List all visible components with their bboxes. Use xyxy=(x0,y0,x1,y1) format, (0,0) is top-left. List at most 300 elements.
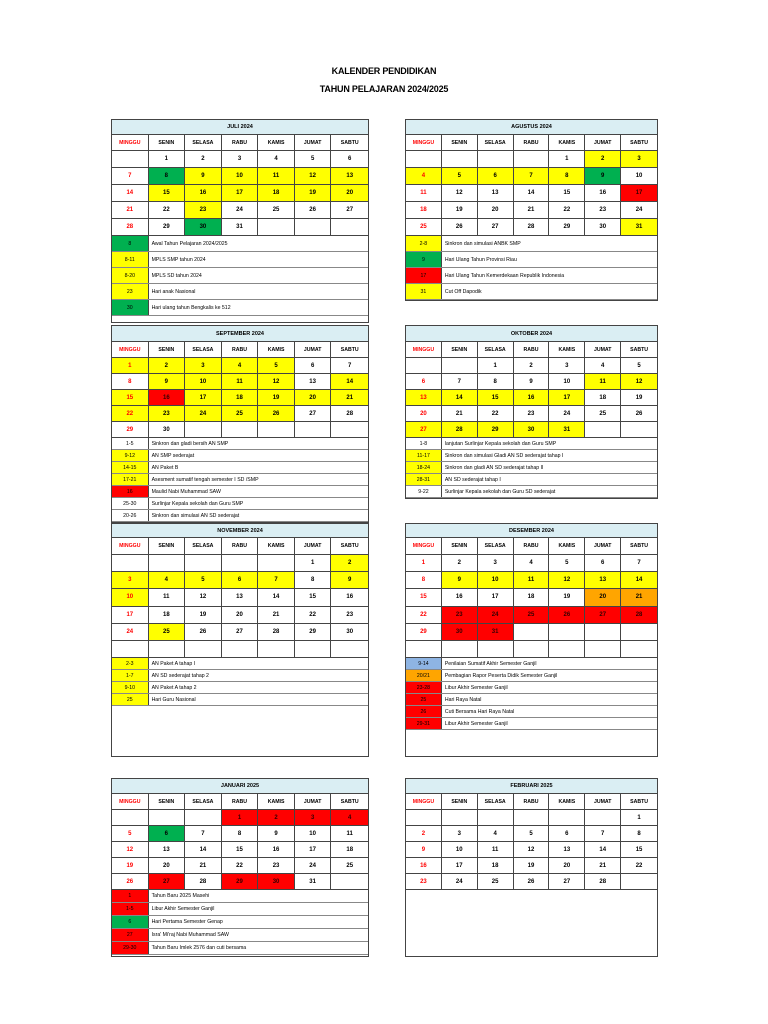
week-row xyxy=(112,624,368,641)
day-cell: 23 xyxy=(331,607,368,624)
day-cell: 1 xyxy=(295,555,332,572)
legend-item xyxy=(112,916,368,929)
empty-cell xyxy=(331,219,368,236)
weekday-senin: SENIN xyxy=(149,538,186,555)
week-row xyxy=(112,858,368,874)
day-cell: 20 xyxy=(585,589,621,606)
day-cell: 15 xyxy=(621,842,657,858)
day-cell: 18 xyxy=(331,842,368,858)
day-cell: 10 xyxy=(295,826,332,842)
day-cell: 28 xyxy=(585,874,621,890)
day-cell: 22 xyxy=(222,858,259,874)
day-cell: 3 xyxy=(295,810,332,826)
empty-cell xyxy=(258,422,295,438)
day-cell: 14 xyxy=(331,374,368,390)
legend-date: 20-26 xyxy=(112,510,149,521)
day-cell: 19 xyxy=(514,858,550,874)
legend-date: 30 xyxy=(112,300,149,315)
day-cell: 9 xyxy=(442,572,478,589)
day-cell: 4 xyxy=(258,151,295,168)
day-cell: 18 xyxy=(478,858,514,874)
month-table-september-2024 xyxy=(111,325,369,523)
day-cell: 1 xyxy=(222,810,259,826)
weekday-kamis: KAMIS xyxy=(549,794,585,810)
legend-description: AN SMP sederajat xyxy=(151,452,195,459)
day-cell: 12 xyxy=(295,168,332,185)
day-cell: 9 xyxy=(149,374,186,390)
day-cell: 19 xyxy=(112,858,149,874)
month-header: AGUSTUS 2024 xyxy=(406,120,657,135)
day-cell: 22 xyxy=(406,607,442,624)
empty-cell xyxy=(331,641,368,658)
empty-cell xyxy=(295,219,332,236)
day-cell: 20 xyxy=(295,390,332,406)
empty-cell xyxy=(185,641,222,658)
legend-date: 25 xyxy=(112,694,149,705)
empty-cell xyxy=(549,641,585,658)
empty-cell xyxy=(295,422,332,438)
weekday-jumat: JUMAT xyxy=(585,538,621,555)
week-row xyxy=(406,826,657,842)
weekday-selasa: SELASA xyxy=(185,538,222,555)
day-cell: 25 xyxy=(478,874,514,890)
legend-item xyxy=(406,694,657,706)
weekday-jumat: JUMAT xyxy=(585,135,621,151)
legend-item xyxy=(112,268,368,284)
week-grid xyxy=(112,358,368,438)
day-cell: 27 xyxy=(585,607,621,624)
empty-cell xyxy=(621,624,657,641)
day-cell: 18 xyxy=(514,589,550,606)
legend-description: Isra' Mi'raj Nabi Muhammad SAW xyxy=(151,932,229,938)
legend xyxy=(112,438,368,522)
legend xyxy=(112,236,368,316)
day-cell: 9 xyxy=(185,168,222,185)
weekday-jumat: JUMAT xyxy=(585,342,621,358)
weekday-selasa: SELASA xyxy=(185,342,222,358)
weekday-selasa: SELASA xyxy=(478,538,514,555)
day-cell: 8 xyxy=(478,374,514,390)
week-row xyxy=(112,842,368,858)
day-cell: 24 xyxy=(222,202,259,219)
day-cell: 18 xyxy=(149,607,186,624)
day-cell: 28 xyxy=(514,219,550,236)
month-table-juli-2024 xyxy=(111,119,369,323)
day-cell: 10 xyxy=(112,589,149,606)
day-cell: 29 xyxy=(222,874,259,890)
day-cell: 30 xyxy=(514,422,550,438)
empty-cell xyxy=(514,810,550,826)
week-grid xyxy=(112,151,368,236)
empty-cell xyxy=(258,219,295,236)
day-cell: 26 xyxy=(549,607,585,624)
legend-date: 29-30 xyxy=(112,942,149,954)
legend-date: 20/21 xyxy=(406,670,442,681)
empty-cell xyxy=(185,555,222,572)
empty-cell xyxy=(478,810,514,826)
empty-cell xyxy=(549,810,585,826)
day-cell: 10 xyxy=(442,842,478,858)
week-row xyxy=(406,607,657,624)
day-cell: 28 xyxy=(621,607,657,624)
day-cell: 12 xyxy=(514,842,550,858)
legend-date: 23-28 xyxy=(406,682,442,693)
empty-cell xyxy=(258,555,295,572)
day-cell: 6 xyxy=(478,168,514,185)
day-cell: 28 xyxy=(442,422,478,438)
day-cell: 22 xyxy=(549,202,585,219)
weekday-rabu: RABU xyxy=(514,794,550,810)
day-cell: 21 xyxy=(514,202,550,219)
day-cell: 21 xyxy=(331,390,368,406)
day-cell: 14 xyxy=(442,390,478,406)
day-cell: 23 xyxy=(258,858,295,874)
week-row xyxy=(112,406,368,422)
weekday-senin: SENIN xyxy=(149,342,186,358)
legend-item xyxy=(406,268,657,284)
week-grid xyxy=(406,151,657,236)
weekday-rabu: RABU xyxy=(222,794,259,810)
legend-description: Tahun Baru Imlek 2576 dan cuti bersama xyxy=(151,945,247,951)
day-cell: 30 xyxy=(258,874,295,890)
weekday-sabtu: SABTU xyxy=(331,342,368,358)
weekday-kamis: KAMIS xyxy=(258,342,295,358)
day-cell: 16 xyxy=(331,589,368,606)
weekday-kamis: KAMIS xyxy=(549,342,585,358)
legend-date: 1-7 xyxy=(112,670,149,681)
legend-item xyxy=(406,252,657,268)
month-table-januari-2025 xyxy=(111,778,369,957)
day-cell: 15 xyxy=(112,390,149,406)
day-cell: 23 xyxy=(585,202,621,219)
legend-date: 1-8 xyxy=(406,438,442,449)
legend-description: AN Paket A tahap 2 xyxy=(151,684,197,691)
week-row xyxy=(406,358,657,374)
day-cell: 24 xyxy=(295,858,332,874)
legend-date: 9-12 xyxy=(112,450,149,461)
legend-item xyxy=(112,252,368,268)
day-cell: 22 xyxy=(621,858,657,874)
day-cell: 30 xyxy=(331,624,368,641)
day-cell: 25 xyxy=(222,406,259,422)
day-cell: 22 xyxy=(149,202,186,219)
day-cell: 16 xyxy=(585,185,621,202)
day-cell: 21 xyxy=(112,202,149,219)
legend-item xyxy=(112,284,368,300)
day-cell: 26 xyxy=(295,202,332,219)
week-row xyxy=(112,589,368,606)
legend-date: 1-5 xyxy=(112,903,149,915)
day-cell: 6 xyxy=(549,826,585,842)
day-cell: 26 xyxy=(112,874,149,890)
weekday-selasa: SELASA xyxy=(185,135,222,151)
legend-description: Maulid Nabi Muhammad SAW xyxy=(151,488,221,495)
day-cell: 9 xyxy=(514,374,550,390)
legend-date: 26 xyxy=(406,706,442,717)
day-cell: 25 xyxy=(331,858,368,874)
week-row xyxy=(406,874,657,890)
day-cell: 9 xyxy=(331,572,368,589)
legend-description: MPLS SD tahun 2024 xyxy=(151,272,202,279)
legend-item xyxy=(406,658,657,670)
legend-item xyxy=(112,236,368,252)
weekday-selasa: SELASA xyxy=(185,794,222,810)
legend-item xyxy=(112,486,368,498)
day-cell: 1 xyxy=(478,358,514,374)
legend-description: Sinkron dan gladi AN SD sederajat tahap II xyxy=(444,464,544,471)
day-cell: 10 xyxy=(621,168,657,185)
weekday-minggu: MINGGU xyxy=(112,135,149,151)
day-cell: 4 xyxy=(331,810,368,826)
day-cell: 4 xyxy=(514,555,550,572)
day-cell: 14 xyxy=(585,842,621,858)
weekday-row xyxy=(406,538,657,555)
legend-item xyxy=(406,236,657,252)
legend-description: Surlinjar Kepala sekolah dan Guru SD sederajat xyxy=(444,488,556,495)
week-row xyxy=(112,826,368,842)
day-cell: 27 xyxy=(406,422,442,438)
legend-description: Hari Raya Natal xyxy=(444,696,482,703)
legend-date: 17-21 xyxy=(112,474,149,485)
day-cell: 3 xyxy=(185,358,222,374)
weekday-senin: SENIN xyxy=(149,794,186,810)
week-row xyxy=(112,607,368,624)
legend-item xyxy=(406,670,657,682)
month-table-agustus-2024 xyxy=(405,119,658,301)
day-cell: 7 xyxy=(585,826,621,842)
legend-item xyxy=(112,474,368,486)
legend-item xyxy=(112,942,368,955)
day-cell: 5 xyxy=(442,168,478,185)
day-cell: 30 xyxy=(585,219,621,236)
weekday-sabtu: SABTU xyxy=(621,342,657,358)
day-cell: 16 xyxy=(514,390,550,406)
legend-item xyxy=(406,438,657,450)
day-cell: 17 xyxy=(549,390,585,406)
legend xyxy=(406,236,657,300)
day-cell: 16 xyxy=(442,589,478,606)
legend-item xyxy=(406,718,657,730)
day-cell: 1 xyxy=(621,810,657,826)
weekday-minggu: MINGGU xyxy=(406,794,442,810)
legend-description: Asesment sumatif tengah semester I SD /SMP xyxy=(151,476,259,483)
legend xyxy=(112,890,368,955)
week-grid xyxy=(406,810,657,890)
day-cell: 20 xyxy=(331,185,368,202)
day-cell: 14 xyxy=(258,589,295,606)
day-cell: 31 xyxy=(621,219,657,236)
day-cell: 14 xyxy=(112,185,149,202)
legend-date: 6 xyxy=(112,916,149,928)
day-cell: 31 xyxy=(478,624,514,641)
week-row xyxy=(406,641,657,658)
day-cell: 19 xyxy=(258,390,295,406)
weekday-sabtu: SABTU xyxy=(331,538,368,555)
day-cell: 17 xyxy=(621,185,657,202)
empty-cell xyxy=(442,641,478,658)
weekday-kamis: KAMIS xyxy=(258,538,295,555)
empty-cell xyxy=(621,874,657,890)
day-cell: 29 xyxy=(149,219,186,236)
day-cell: 30 xyxy=(149,422,186,438)
day-cell: 13 xyxy=(149,842,186,858)
week-row xyxy=(112,390,368,406)
day-cell: 4 xyxy=(406,168,442,185)
weekday-kamis: KAMIS xyxy=(258,135,295,151)
day-cell: 1 xyxy=(149,151,186,168)
empty-cell xyxy=(585,624,621,641)
day-cell: 20 xyxy=(149,858,186,874)
day-cell: 7 xyxy=(514,168,550,185)
week-row xyxy=(406,406,657,422)
legend-description: Awal Tahun Pelajaran 2024/2025 xyxy=(151,240,228,247)
empty-cell xyxy=(258,641,295,658)
weekday-senin: SENIN xyxy=(442,135,478,151)
day-cell: 17 xyxy=(442,858,478,874)
day-cell: 3 xyxy=(222,151,259,168)
day-cell: 2 xyxy=(514,358,550,374)
week-row xyxy=(406,219,657,236)
legend-date: 1 xyxy=(112,890,149,902)
week-row xyxy=(406,842,657,858)
day-cell: 19 xyxy=(549,589,585,606)
day-cell: 22 xyxy=(112,406,149,422)
day-cell: 5 xyxy=(549,555,585,572)
day-cell: 25 xyxy=(585,406,621,422)
month-header: JULI 2024 xyxy=(112,120,368,135)
day-cell: 20 xyxy=(406,406,442,422)
day-cell: 15 xyxy=(549,185,585,202)
day-cell: 2 xyxy=(331,555,368,572)
weekday-senin: SENIN xyxy=(442,794,478,810)
day-cell: 7 xyxy=(185,826,222,842)
day-cell: 2 xyxy=(406,826,442,842)
day-cell: 24 xyxy=(549,406,585,422)
day-cell: 11 xyxy=(585,374,621,390)
week-row xyxy=(112,874,368,890)
day-cell: 12 xyxy=(621,374,657,390)
legend-date: 8-11 xyxy=(112,252,149,267)
day-cell: 13 xyxy=(295,374,332,390)
legend-description: Hari anak Nasional xyxy=(151,288,196,295)
day-cell: 6 xyxy=(585,555,621,572)
day-cell: 16 xyxy=(406,858,442,874)
week-row xyxy=(112,151,368,168)
legend-date: 9-14 xyxy=(406,658,442,669)
legend-item xyxy=(112,450,368,462)
weekday-sabtu: SABTU xyxy=(621,135,657,151)
legend-item xyxy=(112,510,368,522)
week-grid xyxy=(112,810,368,890)
weekday-rabu: RABU xyxy=(514,342,550,358)
empty-cell xyxy=(478,151,514,168)
day-cell: 2 xyxy=(258,810,295,826)
day-cell: 23 xyxy=(149,406,186,422)
weekday-jumat: JUMAT xyxy=(295,794,332,810)
week-row xyxy=(406,858,657,874)
day-cell: 2 xyxy=(149,358,186,374)
empty-cell xyxy=(112,151,149,168)
legend-description: AN SD sederajat tahap I xyxy=(444,476,501,483)
weekday-minggu: MINGGU xyxy=(112,538,149,555)
day-cell: 21 xyxy=(258,607,295,624)
weekday-rabu: RABU xyxy=(222,342,259,358)
day-cell: 7 xyxy=(621,555,657,572)
day-cell: 29 xyxy=(478,422,514,438)
empty-cell xyxy=(185,810,222,826)
legend-description: Hari Guru Nasional xyxy=(151,696,196,703)
week-row xyxy=(112,219,368,236)
weekday-rabu: RABU xyxy=(514,135,550,151)
weekday-senin: SENIN xyxy=(149,135,186,151)
week-row xyxy=(406,151,657,168)
day-cell: 13 xyxy=(478,185,514,202)
weekday-row xyxy=(112,794,368,810)
legend-item xyxy=(112,658,368,670)
legend-description: Sinkron dan simulasi Gladi AN SD sederajat tahap I xyxy=(444,452,564,459)
weekday-sabtu: SABTU xyxy=(331,794,368,810)
legend-date: 31 xyxy=(406,284,442,299)
legend-description: Sinkron dan gladi bersih AN SMP xyxy=(151,440,229,447)
week-row xyxy=(112,572,368,589)
legend-date: 27 xyxy=(112,929,149,941)
month-header: JANUARI 2025 xyxy=(112,779,368,794)
day-cell: 19 xyxy=(295,185,332,202)
week-row xyxy=(112,422,368,438)
day-cell: 25 xyxy=(258,202,295,219)
legend-item xyxy=(406,474,657,486)
legend-description: Tahun Baru 2025 Masehi xyxy=(151,893,210,899)
empty-cell xyxy=(295,641,332,658)
weekday-jumat: JUMAT xyxy=(585,794,621,810)
legend-description: Hari Pertama Semester Genap xyxy=(151,919,223,925)
legend-description: Libur Akhir Semester Ganjil xyxy=(151,906,215,912)
legend xyxy=(406,658,657,730)
day-cell: 28 xyxy=(331,406,368,422)
empty-cell xyxy=(585,422,621,438)
day-cell: 14 xyxy=(185,842,222,858)
week-row xyxy=(112,202,368,219)
weekday-sabtu: SABTU xyxy=(621,794,657,810)
legend-description: Libur Akhir Semester Ganjil xyxy=(444,720,508,727)
day-cell: 30 xyxy=(442,624,478,641)
day-cell: 15 xyxy=(149,185,186,202)
legend-description: lanjutan Surlinjar Kepala sekolah dan Guru SMP xyxy=(444,440,557,447)
day-cell: 11 xyxy=(258,168,295,185)
weekday-row xyxy=(406,794,657,810)
week-row xyxy=(112,810,368,826)
legend-description: Cut Off Dapodik xyxy=(444,288,482,295)
month-table-desember-2024 xyxy=(405,523,658,757)
day-cell: 17 xyxy=(295,842,332,858)
day-cell: 1 xyxy=(549,151,585,168)
day-cell: 8 xyxy=(295,572,332,589)
legend xyxy=(112,658,368,706)
day-cell: 13 xyxy=(549,842,585,858)
day-cell: 26 xyxy=(185,624,222,641)
week-row xyxy=(112,555,368,572)
day-cell: 26 xyxy=(258,406,295,422)
legend-item xyxy=(112,903,368,916)
day-cell: 15 xyxy=(478,390,514,406)
day-cell: 12 xyxy=(258,374,295,390)
day-cell: 10 xyxy=(478,572,514,589)
day-cell: 15 xyxy=(295,589,332,606)
empty-cell xyxy=(185,422,222,438)
day-cell: 27 xyxy=(331,202,368,219)
day-cell: 9 xyxy=(585,168,621,185)
day-cell: 18 xyxy=(258,185,295,202)
